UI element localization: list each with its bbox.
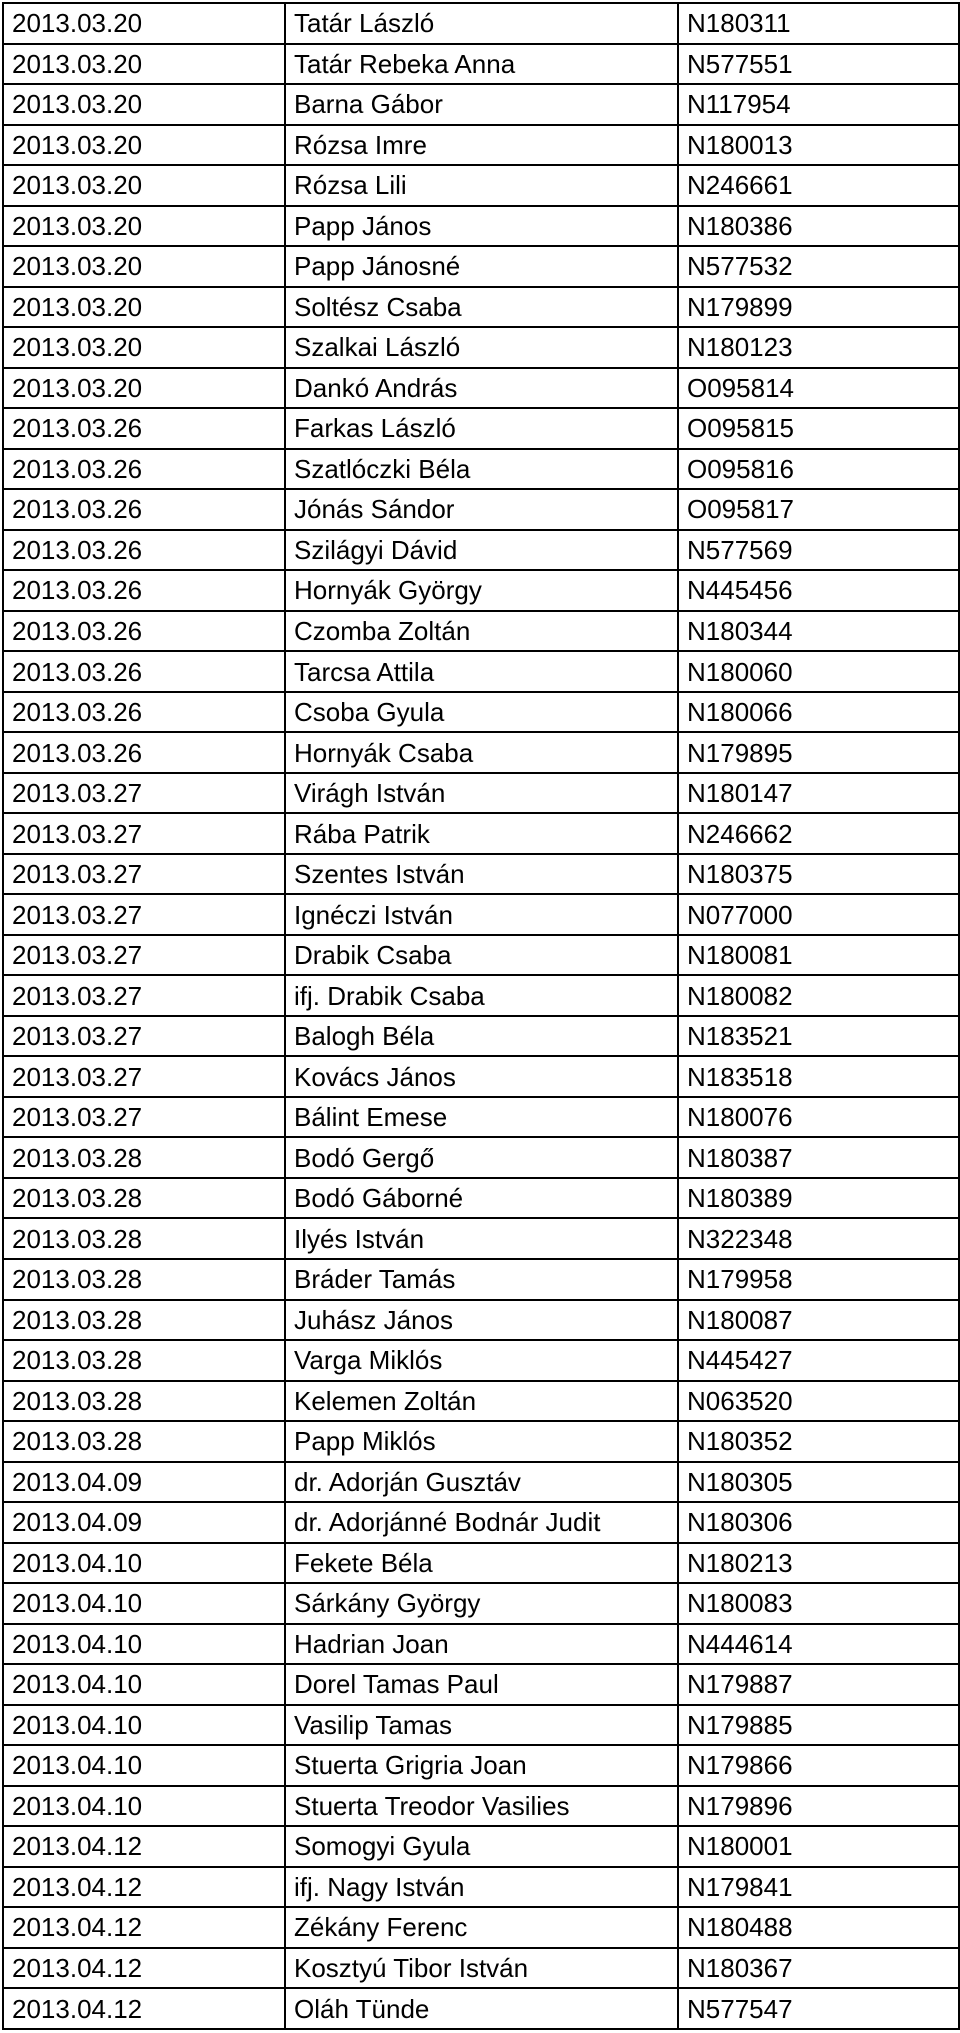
table-row bbox=[3, 813, 959, 854]
name-cell: Bodó Gáborné bbox=[285, 1178, 678, 1219]
name-cell: Szatlóczki Béla bbox=[285, 449, 678, 490]
date-cell: 2013.04.10 bbox=[3, 1705, 285, 1746]
table-row bbox=[3, 1137, 959, 1178]
date-cell: 2013.03.27 bbox=[3, 813, 285, 854]
name-cell: Papp Miklós bbox=[285, 1421, 678, 1462]
name-cell: Juhász János bbox=[285, 1300, 678, 1341]
name-cell: ifj. Nagy István bbox=[285, 1867, 678, 1908]
records-table-body bbox=[3, 3, 959, 2029]
id-cell: N180386 bbox=[678, 206, 959, 247]
name-cell: Sárkány György bbox=[285, 1583, 678, 1624]
table-row bbox=[3, 1948, 959, 1989]
name-cell: Virágh István bbox=[285, 773, 678, 814]
name-cell: Farkas László bbox=[285, 408, 678, 449]
id-cell: N179958 bbox=[678, 1259, 959, 1300]
date-cell: 2013.03.26 bbox=[3, 530, 285, 571]
name-cell: Papp János bbox=[285, 206, 678, 247]
name-cell: Hornyák György bbox=[285, 570, 678, 611]
name-cell: Stuerta Treodor Vasilies bbox=[285, 1786, 678, 1827]
name-cell: dr. Adorján Gusztáv bbox=[285, 1462, 678, 1503]
id-cell: O095815 bbox=[678, 408, 959, 449]
name-cell: Kovács János bbox=[285, 1056, 678, 1097]
id-cell: N180082 bbox=[678, 975, 959, 1016]
table-row bbox=[3, 1462, 959, 1503]
name-cell: Bodó Gergő bbox=[285, 1137, 678, 1178]
date-cell: 2013.03.26 bbox=[3, 611, 285, 652]
id-cell: N246661 bbox=[678, 165, 959, 206]
id-cell: N180147 bbox=[678, 773, 959, 814]
table-row bbox=[3, 3, 959, 44]
id-cell: N577532 bbox=[678, 246, 959, 287]
date-cell: 2013.03.27 bbox=[3, 773, 285, 814]
table-row bbox=[3, 1745, 959, 1786]
date-cell: 2013.04.10 bbox=[3, 1745, 285, 1786]
id-cell: N577551 bbox=[678, 44, 959, 85]
id-cell: N180087 bbox=[678, 1300, 959, 1341]
id-cell: N180060 bbox=[678, 651, 959, 692]
id-cell: N180305 bbox=[678, 1462, 959, 1503]
name-cell: Bráder Tamás bbox=[285, 1259, 678, 1300]
id-cell: N183518 bbox=[678, 1056, 959, 1097]
name-cell: Jónás Sándor bbox=[285, 489, 678, 530]
table-row bbox=[3, 206, 959, 247]
table-row bbox=[3, 530, 959, 571]
table-row bbox=[3, 246, 959, 287]
name-cell: Hadrian Joan bbox=[285, 1624, 678, 1665]
date-cell: 2013.03.28 bbox=[3, 1300, 285, 1341]
name-cell: Tatár Rebeka Anna bbox=[285, 44, 678, 85]
id-cell: N180375 bbox=[678, 854, 959, 895]
name-cell: Rózsa Imre bbox=[285, 125, 678, 166]
date-cell: 2013.03.26 bbox=[3, 732, 285, 773]
table-row bbox=[3, 935, 959, 976]
date-cell: 2013.03.27 bbox=[3, 894, 285, 935]
id-cell: N180344 bbox=[678, 611, 959, 652]
name-cell: Bálint Emese bbox=[285, 1097, 678, 1138]
table-row bbox=[3, 489, 959, 530]
date-cell: 2013.03.27 bbox=[3, 935, 285, 976]
date-cell: 2013.03.27 bbox=[3, 1056, 285, 1097]
table-row bbox=[3, 854, 959, 895]
date-cell: 2013.03.28 bbox=[3, 1259, 285, 1300]
table-row bbox=[3, 975, 959, 1016]
name-cell: Fekete Béla bbox=[285, 1543, 678, 1584]
date-cell: 2013.03.28 bbox=[3, 1218, 285, 1259]
table-row bbox=[3, 125, 959, 166]
table-row bbox=[3, 1786, 959, 1827]
table-row bbox=[3, 1300, 959, 1341]
id-cell: N117954 bbox=[678, 84, 959, 125]
name-cell: Papp Jánosné bbox=[285, 246, 678, 287]
table-row bbox=[3, 84, 959, 125]
id-cell: N180001 bbox=[678, 1826, 959, 1867]
name-cell: Szalkai László bbox=[285, 327, 678, 368]
id-cell: N180352 bbox=[678, 1421, 959, 1462]
date-cell: 2013.03.20 bbox=[3, 246, 285, 287]
name-cell: Vasilip Tamas bbox=[285, 1705, 678, 1746]
table-row bbox=[3, 1016, 959, 1057]
date-cell: 2013.03.26 bbox=[3, 408, 285, 449]
id-cell: N179887 bbox=[678, 1664, 959, 1705]
date-cell: 2013.03.27 bbox=[3, 975, 285, 1016]
date-cell: 2013.04.12 bbox=[3, 1867, 285, 1908]
name-cell: Czomba Zoltán bbox=[285, 611, 678, 652]
id-cell: N179841 bbox=[678, 1867, 959, 1908]
id-cell: N063520 bbox=[678, 1381, 959, 1422]
date-cell: 2013.03.20 bbox=[3, 327, 285, 368]
id-cell: N180013 bbox=[678, 125, 959, 166]
table-row bbox=[3, 1502, 959, 1543]
name-cell: Szilágyi Dávid bbox=[285, 530, 678, 571]
name-cell: Csoba Gyula bbox=[285, 692, 678, 733]
id-cell: N322348 bbox=[678, 1218, 959, 1259]
date-cell: 2013.03.28 bbox=[3, 1340, 285, 1381]
name-cell: Ignéczi István bbox=[285, 894, 678, 935]
date-cell: 2013.03.20 bbox=[3, 125, 285, 166]
table-row bbox=[3, 773, 959, 814]
date-cell: 2013.03.20 bbox=[3, 84, 285, 125]
date-cell: 2013.03.20 bbox=[3, 368, 285, 409]
table-row bbox=[3, 1867, 959, 1908]
table-row bbox=[3, 1218, 959, 1259]
id-cell: N180311 bbox=[678, 3, 959, 44]
name-cell: Rózsa Lili bbox=[285, 165, 678, 206]
date-cell: 2013.03.27 bbox=[3, 1016, 285, 1057]
id-cell: N180081 bbox=[678, 935, 959, 976]
name-cell: Kelemen Zoltán bbox=[285, 1381, 678, 1422]
date-cell: 2013.04.12 bbox=[3, 1948, 285, 1989]
table-row bbox=[3, 449, 959, 490]
date-cell: 2013.03.26 bbox=[3, 449, 285, 490]
id-cell: N180083 bbox=[678, 1583, 959, 1624]
date-cell: 2013.03.27 bbox=[3, 854, 285, 895]
id-cell: N179895 bbox=[678, 732, 959, 773]
name-cell: Szentes István bbox=[285, 854, 678, 895]
date-cell: 2013.03.27 bbox=[3, 1097, 285, 1138]
table-row bbox=[3, 1988, 959, 2029]
date-cell: 2013.04.09 bbox=[3, 1462, 285, 1503]
table-row bbox=[3, 570, 959, 611]
date-cell: 2013.04.10 bbox=[3, 1664, 285, 1705]
table-row bbox=[3, 1056, 959, 1097]
table-row bbox=[3, 1664, 959, 1705]
id-cell: N444614 bbox=[678, 1624, 959, 1665]
date-cell: 2013.04.09 bbox=[3, 1502, 285, 1543]
table-row bbox=[3, 287, 959, 328]
table-row bbox=[3, 327, 959, 368]
name-cell: Somogyi Gyula bbox=[285, 1826, 678, 1867]
date-cell: 2013.03.26 bbox=[3, 489, 285, 530]
name-cell: Tarcsa Attila bbox=[285, 651, 678, 692]
table-row bbox=[3, 1624, 959, 1665]
name-cell: Drabik Csaba bbox=[285, 935, 678, 976]
date-cell: 2013.03.20 bbox=[3, 165, 285, 206]
date-cell: 2013.03.28 bbox=[3, 1421, 285, 1462]
date-cell: 2013.03.26 bbox=[3, 651, 285, 692]
date-cell: 2013.03.20 bbox=[3, 3, 285, 44]
id-cell: O095814 bbox=[678, 368, 959, 409]
date-cell: 2013.04.12 bbox=[3, 1826, 285, 1867]
name-cell: Ilyés István bbox=[285, 1218, 678, 1259]
table-row bbox=[3, 692, 959, 733]
date-cell: 2013.03.28 bbox=[3, 1381, 285, 1422]
id-cell: N180488 bbox=[678, 1907, 959, 1948]
date-cell: 2013.03.20 bbox=[3, 206, 285, 247]
id-cell: N180306 bbox=[678, 1502, 959, 1543]
date-cell: 2013.04.12 bbox=[3, 1988, 285, 2029]
date-cell: 2013.04.12 bbox=[3, 1907, 285, 1948]
id-cell: N577569 bbox=[678, 530, 959, 571]
id-cell: N246662 bbox=[678, 813, 959, 854]
id-cell: N180387 bbox=[678, 1137, 959, 1178]
name-cell: Tatár László bbox=[285, 3, 678, 44]
id-cell: N077000 bbox=[678, 894, 959, 935]
name-cell: Zékány Ferenc bbox=[285, 1907, 678, 1948]
id-cell: N180123 bbox=[678, 327, 959, 368]
table-row bbox=[3, 732, 959, 773]
id-cell: N179866 bbox=[678, 1745, 959, 1786]
table-row bbox=[3, 1381, 959, 1422]
id-cell: N180213 bbox=[678, 1543, 959, 1584]
id-cell: N180076 bbox=[678, 1097, 959, 1138]
id-cell: N179885 bbox=[678, 1705, 959, 1746]
name-cell: Dankó András bbox=[285, 368, 678, 409]
table-row bbox=[3, 651, 959, 692]
date-cell: 2013.03.20 bbox=[3, 287, 285, 328]
date-cell: 2013.03.28 bbox=[3, 1178, 285, 1219]
id-cell: N180367 bbox=[678, 1948, 959, 1989]
name-cell: dr. Adorjánné Bodnár Judit bbox=[285, 1502, 678, 1543]
table-row bbox=[3, 611, 959, 652]
name-cell: Oláh Tünde bbox=[285, 1988, 678, 2029]
table-row bbox=[3, 1178, 959, 1219]
date-cell: 2013.04.10 bbox=[3, 1786, 285, 1827]
id-cell: N445427 bbox=[678, 1340, 959, 1381]
table-row bbox=[3, 1907, 959, 1948]
table-row bbox=[3, 44, 959, 85]
table-row bbox=[3, 1421, 959, 1462]
date-cell: 2013.04.10 bbox=[3, 1624, 285, 1665]
table-row bbox=[3, 368, 959, 409]
id-cell: N445456 bbox=[678, 570, 959, 611]
date-cell: 2013.03.20 bbox=[3, 44, 285, 85]
name-cell: Dorel Tamas Paul bbox=[285, 1664, 678, 1705]
table-row bbox=[3, 1705, 959, 1746]
id-cell: N577547 bbox=[678, 1988, 959, 2029]
name-cell: Kosztyú Tibor István bbox=[285, 1948, 678, 1989]
id-cell: N180389 bbox=[678, 1178, 959, 1219]
date-cell: 2013.04.10 bbox=[3, 1583, 285, 1624]
name-cell: Stuerta Grigria Joan bbox=[285, 1745, 678, 1786]
id-cell: O095816 bbox=[678, 449, 959, 490]
name-cell: Balogh Béla bbox=[285, 1016, 678, 1057]
date-cell: 2013.03.26 bbox=[3, 692, 285, 733]
table-row bbox=[3, 1826, 959, 1867]
name-cell: Varga Miklós bbox=[285, 1340, 678, 1381]
id-cell: N179899 bbox=[678, 287, 959, 328]
date-cell: 2013.03.28 bbox=[3, 1137, 285, 1178]
id-cell: N183521 bbox=[678, 1016, 959, 1057]
records-table bbox=[2, 2, 960, 2030]
table-row bbox=[3, 1583, 959, 1624]
id-cell: N179896 bbox=[678, 1786, 959, 1827]
name-cell: Rába Patrik bbox=[285, 813, 678, 854]
table-row bbox=[3, 1259, 959, 1300]
name-cell: Hornyák Csaba bbox=[285, 732, 678, 773]
table-row bbox=[3, 1340, 959, 1381]
id-cell: N180066 bbox=[678, 692, 959, 733]
table-row bbox=[3, 1543, 959, 1584]
date-cell: 2013.04.10 bbox=[3, 1543, 285, 1584]
name-cell: Barna Gábor bbox=[285, 84, 678, 125]
table-row bbox=[3, 165, 959, 206]
table-row bbox=[3, 408, 959, 449]
name-cell: ifj. Drabik Csaba bbox=[285, 975, 678, 1016]
name-cell: Soltész Csaba bbox=[285, 287, 678, 328]
id-cell: O095817 bbox=[678, 489, 959, 530]
table-row bbox=[3, 1097, 959, 1138]
date-cell: 2013.03.26 bbox=[3, 570, 285, 611]
table-row bbox=[3, 894, 959, 935]
